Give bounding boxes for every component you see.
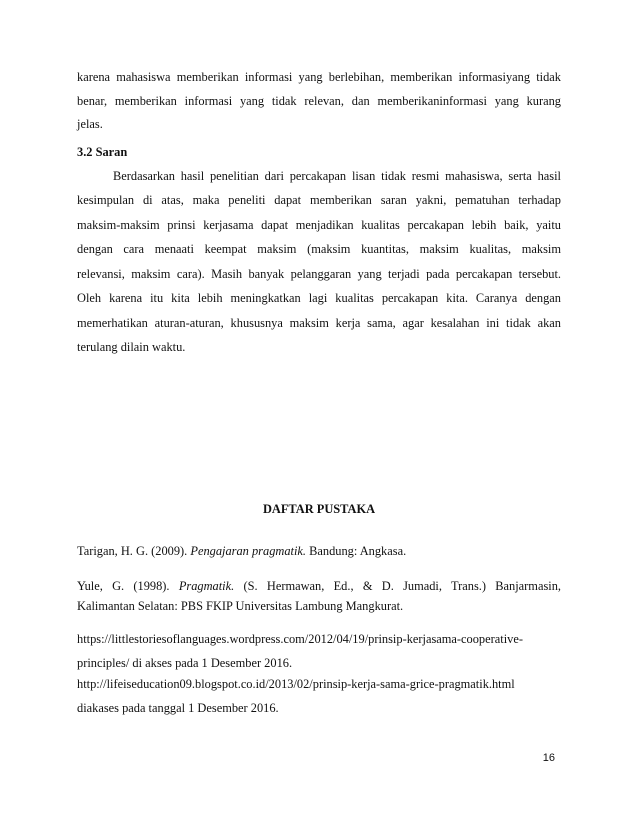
text-line: Oleh karena itu kita lebih meningkatkan lagi kualitas percakapan kita. Caranya dengan bbox=[77, 291, 561, 305]
reference-list bbox=[77, 627, 561, 675]
text-line: jelas. bbox=[77, 117, 103, 131]
text-line: Berdasarkan hasil penelitian dari percakapan lisan tidak resmi mahasiswa, serta hasil bbox=[113, 168, 561, 183]
reference-item bbox=[77, 541, 561, 561]
text-line: benar, memberikan informasi yang tidak relevan, dan memberikaninformasi yang kurang bbox=[77, 93, 561, 108]
reference-details: (S. Hermawan, Ed., & D. Jumadi, Trans.) Banjarmasin, bbox=[234, 579, 561, 593]
reference-author: Yule, G. (1998). bbox=[77, 579, 179, 593]
reference-url: https://littlestoriesoflanguages.wordpress.com/2012/04/19/prinsip-kerjasama-cooperative- bbox=[77, 632, 523, 646]
page-number: 16 bbox=[542, 752, 555, 764]
text-line: maksim-maksim prinsi kerjasama dapat menjadikan kualitas percakapan lebih baik, yaitu bbox=[77, 217, 561, 232]
conclusion-paragraph bbox=[77, 66, 561, 137]
reference-item bbox=[77, 576, 561, 616]
saran-section bbox=[77, 141, 561, 361]
reference-title: Pragmatik. bbox=[178, 579, 235, 593]
text-line: kesimpulan di atas, maka peneliti dapat memberikan saran yakni, pematuhan terhadap bbox=[77, 193, 561, 207]
reference-list bbox=[77, 672, 561, 720]
reference-item bbox=[77, 627, 561, 675]
reference-url: http://lifeiseducation09.blogspot.co.id/2013/02/prinsip-kerja-sama-grice-pragmatik.html bbox=[77, 677, 515, 691]
text-line: relevansi, maksim cara). Masih banyak pelanggaran yang terjadi pada percakapan tersebut. bbox=[77, 266, 561, 281]
reference-item bbox=[77, 672, 561, 720]
text-line: memerhatikan aturan-aturan, khususnya maksim kerja sama, agar kesalahan ini tidak akan bbox=[77, 315, 561, 330]
text-line: terulang dilain waktu. bbox=[77, 340, 186, 354]
reference-line: principles/ di akses pada 1 Desember 2016. bbox=[77, 656, 293, 670]
reference-author: Tarigan, H. G. (2009). bbox=[77, 544, 191, 558]
references-title: DAFTAR PUSTAKA bbox=[262, 502, 376, 516]
reference-title: Pengajaran pragmatik. bbox=[190, 544, 307, 558]
section-heading: 3.2 Saran bbox=[77, 145, 128, 159]
reference-line bbox=[77, 576, 561, 596]
reference-list bbox=[77, 576, 561, 616]
text-line: karena mahasiswa memberikan informasi yang berlebihan, memberikan informasiyang tidak bbox=[77, 70, 561, 84]
text-line: dengan cara menaati keempat maksim (maksim kuantitas, maksim kualitas, maksim bbox=[77, 242, 561, 256]
reference-line: diakases pada tanggal 1 Desember 2016. bbox=[77, 701, 279, 715]
reference-list bbox=[77, 541, 561, 561]
reference-line: Kalimantan Selatan: PBS FKIP Universitas Lambung Mangkurat. bbox=[77, 599, 404, 613]
reference-publisher: Bandung: Angkasa. bbox=[306, 544, 407, 558]
